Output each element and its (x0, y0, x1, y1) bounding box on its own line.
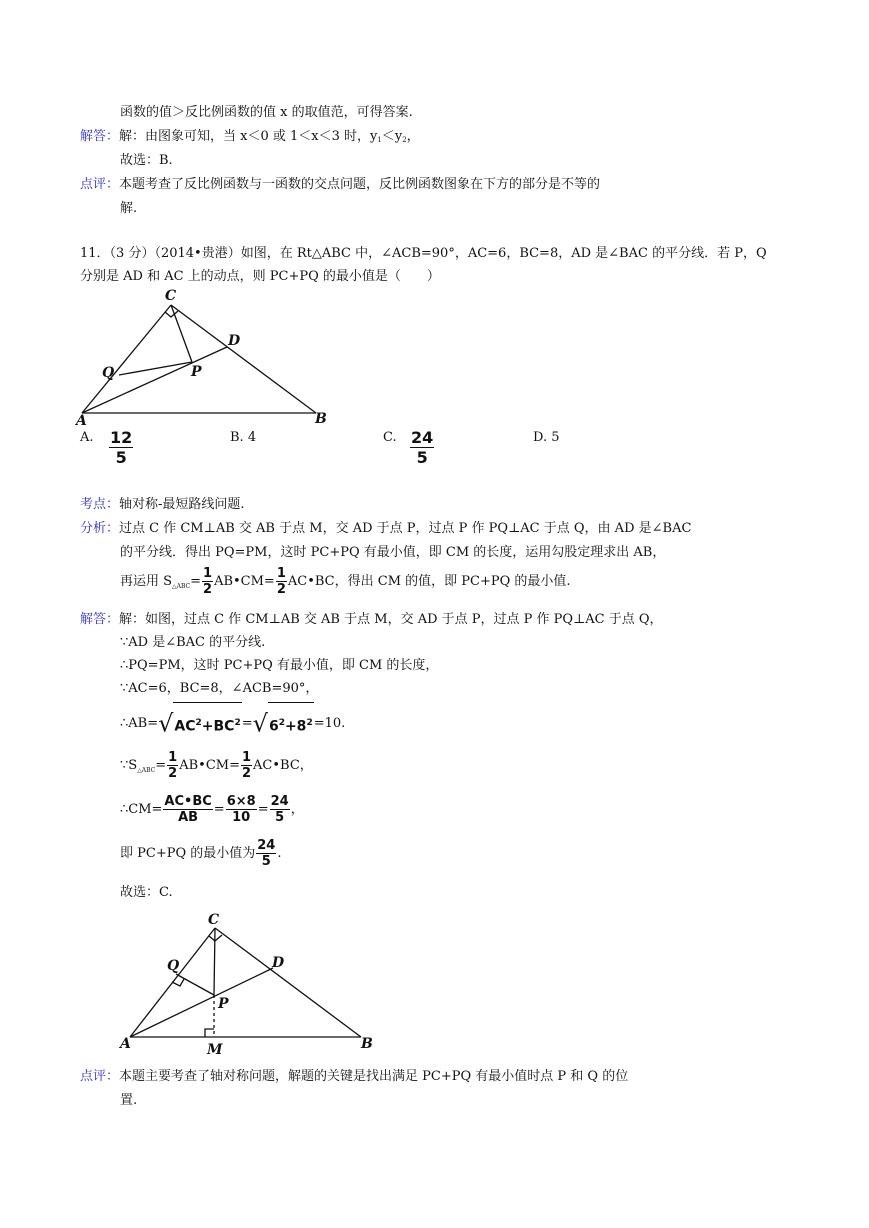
solution-half-2 (241, 750, 252, 781)
solution-line1 (80, 611, 663, 629)
analysis-half-2-den: 2 (276, 582, 286, 597)
key-point-text: 轴对称-最短路线问题. (119, 497, 245, 512)
solution-figure (115, 906, 385, 1058)
label-b: B (315, 411, 327, 427)
label-q: Q (167, 958, 180, 974)
analysis-tag: 分析： (80, 521, 120, 536)
option-d-label: D. (533, 430, 548, 445)
option-a (80, 428, 94, 448)
cm-fraction-3-den: 5 (275, 810, 285, 825)
analysis-half-2 (276, 566, 287, 597)
side-ac (82, 305, 171, 413)
analysis-line2: 的平分线．得出 PQ=PM，这时 PC+PQ 有最小值，即 CM 的长度，运用勾股定理求出 AB， (120, 545, 666, 560)
analysis-half-2-num: 1 (276, 566, 286, 581)
min-value-num: 24 (257, 838, 276, 853)
solution-half-2-num: 1 (241, 750, 252, 765)
option-a-label: A. (80, 430, 94, 445)
sqrt-6-8: $√6^2+8^2$ (253, 702, 314, 745)
label-p: P (191, 364, 202, 380)
question-line1: 11．（3 分）（2014•贵港）如图，在 Rt△ABC 中，∠ACB=90°，AC=6，BC=8，AD 是∠BAC 的平分线．若 P，Q (80, 246, 767, 261)
solution-line3: ∴PQ=PM，这时 PC+PQ 有最小值，即 CM 的长度， (120, 658, 439, 673)
solution-half-1 (167, 750, 178, 781)
final-comment-text: 本题主要考查了轴对称问题，解题的关键是找出满足 PC+PQ 有最小值时点 P 和 Q 的位 (119, 1069, 629, 1084)
solution-line6 (120, 750, 313, 787)
option-c-fraction (410, 428, 434, 467)
solution-line4: ∵AC=6，BC=8，∠ACB=90°， (120, 681, 319, 696)
question-figure (72, 282, 342, 427)
cm-fraction-2-den: 10 (232, 810, 251, 825)
solution-line7 (120, 794, 304, 826)
label-c: C (208, 912, 220, 928)
cm-fraction-1-den: AB (178, 810, 199, 825)
cm-fraction-2-num: 6×8 (226, 794, 256, 809)
key-point (80, 496, 245, 514)
since-eq: = (155, 758, 167, 773)
exp-6: 2 (278, 718, 285, 728)
cm-fraction-3-num: 24 (270, 794, 289, 809)
option-a-fraction (109, 428, 133, 467)
ab-equals: ∴AB= (120, 715, 159, 731)
label-p: P (218, 996, 229, 1012)
segment-pq (176, 974, 214, 995)
prev-answer (80, 128, 420, 149)
y1-subscript: 1 (377, 136, 382, 144)
option-c-label: C. (383, 430, 397, 445)
sqrt-ac-bc: $√AC^2+BC^2$ (158, 702, 242, 745)
cm-eq-2: = (257, 802, 269, 817)
label-d: D (272, 955, 285, 971)
cm-fraction-3 (270, 794, 290, 825)
option-c (383, 428, 397, 448)
min-value-text: 即 PC+PQ 的最小值为 (120, 846, 256, 861)
solution-line5 (120, 702, 345, 745)
answer-end: ， (406, 129, 420, 144)
side-cb (171, 305, 316, 413)
answer-tag: 解答： (80, 129, 120, 144)
solution-line8 (120, 838, 282, 870)
option-c-denominator: 5 (416, 448, 428, 467)
cm-fraction-1-num: AC•BC (164, 794, 212, 809)
min-value-fraction (256, 838, 276, 869)
y2-subscript: 2 (402, 136, 407, 144)
ab-result: =10. (313, 715, 346, 731)
side-cb (215, 928, 361, 1037)
exp-bc: 2 (234, 718, 241, 728)
label-q: Q (102, 365, 115, 381)
cm-fraction-1 (163, 794, 212, 825)
final-comment-line1 (80, 1068, 628, 1086)
solution-line2: ∵AD 是∠BAC 的平分线. (120, 635, 266, 650)
option-c-numerator: 24 (411, 428, 434, 447)
right-angle-mark-m (205, 1029, 214, 1037)
solution-text1: 解：如图，过点 C 作 CM⊥AB 交 AB 于点 M，交 AD 于点 P，过点 P 作 PQ⊥AC 于点 Q， (119, 612, 663, 627)
cm-eq-1: = (213, 802, 225, 817)
option-a-denominator: 5 (115, 448, 127, 467)
solution-half-1-den: 2 (168, 766, 178, 781)
option-b (230, 428, 256, 448)
answer-text: 解：由图象可知，当 x＜0 或 1＜x＜3 时，y (119, 129, 378, 144)
cm-fraction-2 (226, 794, 257, 825)
min-value-end: . (277, 846, 282, 861)
analysis-text1: 过点 C 作 CM⊥AB 交 AB 于点 M，交 AD 于点 P，过点 P 作 PQ⊥AC 于点 Q，由 AD 是∠BAC (119, 521, 692, 536)
comment-tag: 点评： (80, 177, 120, 192)
analysis-ac-bc: AC•BC，得出 CM 的值，即 PC+PQ 的最小值. (287, 574, 571, 589)
option-b-value: 4 (247, 430, 257, 445)
final-comment-line2: 置. (120, 1093, 138, 1108)
option-d-value: 5 (551, 430, 560, 445)
sqrt-8: +8 (284, 718, 307, 735)
segment-cp (214, 928, 215, 995)
sqrt-bc: +BC (201, 718, 235, 735)
key-point-tag: 考点： (80, 497, 120, 512)
prev-analysis-line: 函数的值＞反比例函数的值 x 的取值范，可得答案. (120, 105, 413, 120)
prev-comment-line2: 解. (120, 201, 138, 216)
analysis-ab-cm: AB•CM= (214, 574, 275, 589)
comment-text: 本题考查了反比例函数与一函数的交点问题，反比例函数图象在下方的部分是不等的 (119, 177, 601, 192)
exp-8: 2 (306, 718, 313, 728)
solution-half-1-num: 1 (168, 750, 178, 765)
eq-sign: = (241, 715, 253, 731)
right-angle-mark-c (165, 311, 178, 317)
label-a: A (76, 413, 87, 427)
label-m: M (207, 1042, 223, 1058)
bisector-ad (130, 968, 273, 1037)
cm-equals: ∴CM= (120, 802, 163, 817)
analysis-half-1 (202, 566, 213, 597)
option-a-numerator: 12 (110, 428, 133, 447)
sqrt-ac: AC (174, 718, 196, 735)
analysis-eq: = (190, 574, 202, 589)
prev-choose: 故选：B. (120, 153, 173, 168)
prev-comment (80, 176, 600, 194)
label-c: C (165, 288, 177, 304)
solution-ac-bc: AC•BC， (253, 758, 313, 773)
question-line2: 分别是 AD 和 AC 上的动点，则 PC+PQ 的最小值是（ ） (80, 269, 440, 284)
option-b-label: B. (230, 430, 244, 445)
since-s: ∵S (120, 758, 138, 773)
final-comment-tag: 点评： (80, 1069, 120, 1084)
sqrt-6: 6 (268, 718, 279, 735)
cm-end: ， (290, 802, 304, 817)
analysis-line1 (80, 520, 691, 538)
analysis-half-1-num: 1 (203, 566, 213, 581)
label-d: D (228, 333, 241, 349)
analysis-s: 再运用 S (120, 574, 173, 589)
solution-tag: 解答： (80, 612, 120, 627)
min-value-den: 5 (261, 854, 271, 869)
solution-half-2-den: 2 (241, 766, 252, 781)
solution-ab-cm: AB•CM= (179, 758, 240, 773)
label-b: B (361, 1036, 373, 1052)
solution-choose: 故选：C. (120, 885, 173, 900)
analysis-line3 (120, 566, 571, 603)
option-d (533, 428, 560, 448)
analysis-s-subscript: △ABC (172, 583, 191, 590)
label-a: A (120, 1036, 131, 1052)
since-s-subscript: △ABC (137, 767, 156, 774)
exp-ac: 2 (195, 718, 202, 728)
analysis-half-1-den: 2 (203, 582, 213, 597)
answer-lt: ＜y (381, 129, 403, 144)
